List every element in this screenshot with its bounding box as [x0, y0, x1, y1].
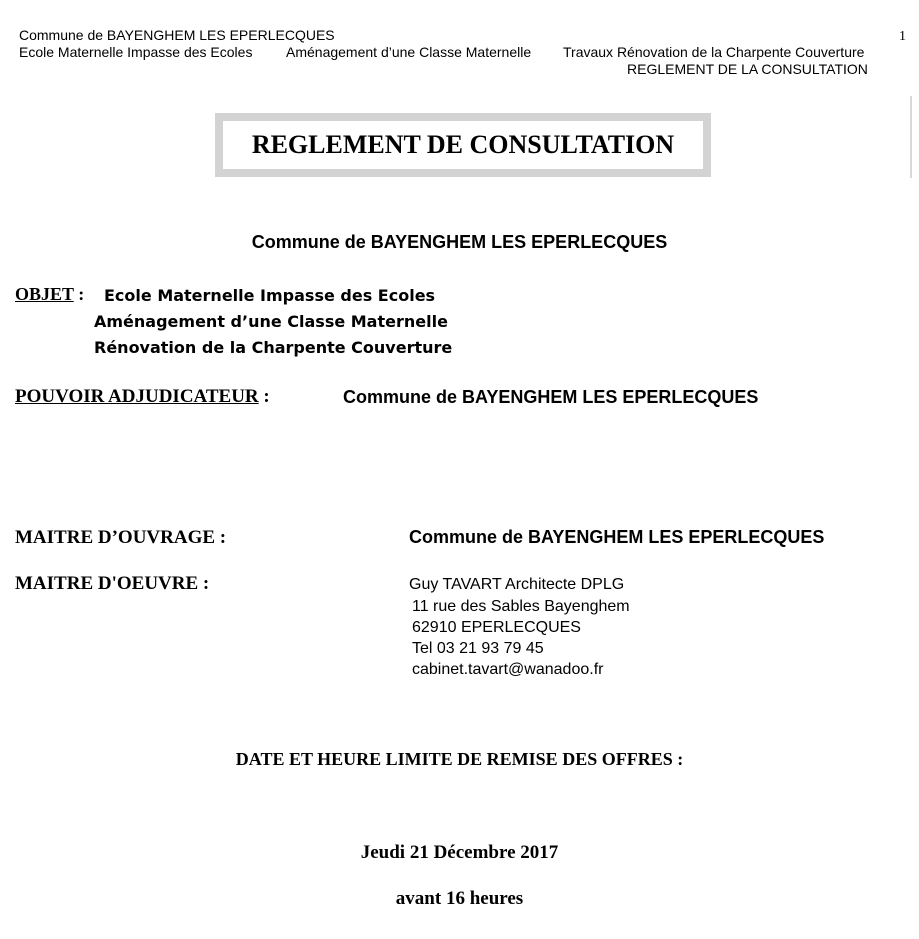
maitre-ouvrage-label: MAITRE D’OUVRAGE : [15, 527, 227, 548]
page-number: 1 [899, 29, 906, 44]
deadline-heading: DATE ET HEURE LIMITE DE REMISE DES OFFRES : [235, 749, 684, 769]
pouvoir-separator: : [263, 386, 270, 407]
header-document-type: REGLEMENT DE LA CONSULTATION [627, 61, 868, 77]
pouvoir-value: Commune de BAYENGHEM LES EPERLECQUES [343, 387, 759, 407]
header-works: Travaux Rénovation de la Charpente Couverture [563, 44, 865, 60]
architect-street: 11 rue des Sables Bayenghem [412, 598, 630, 615]
header-commune: Commune de BAYENGHEM LES EPERLECQUES [19, 27, 335, 43]
edge-divider [910, 96, 912, 178]
header-project: Aménagement d’une Classe Maternelle [286, 44, 532, 60]
deadline-time: avant 16 heures [395, 888, 524, 909]
title-frame [215, 113, 711, 177]
architect-email: cabinet.tavart@wanadoo.fr [412, 661, 604, 678]
objet-separator: : [78, 284, 85, 304]
maitre-ouvrage-value: Commune de BAYENGHEM LES EPERLECQUES [409, 527, 825, 547]
architect-city: 62910 EPERLECQUES [412, 619, 581, 636]
objet-line-1: Ecole Maternelle Impasse des Ecoles [104, 286, 436, 305]
objet-line-2: Aménagement d’une Classe Maternelle [94, 312, 448, 331]
maitre-oeuvre-label: MAITRE D'OEUVRE : [15, 573, 210, 594]
objet-label-group [15, 284, 84, 305]
architect-name: Guy TAVART Architecte DPLG [409, 576, 625, 593]
header-school: Ecole Maternelle Impasse des Ecoles [19, 44, 253, 60]
pouvoir-label-group [15, 386, 270, 408]
commune-title: Commune de BAYENGHEM LES EPERLECQUES [251, 232, 668, 252]
objet-label: OBJET [15, 284, 74, 304]
objet-line-3: Rénovation de la Charpente Couverture [94, 338, 453, 357]
document-title: REGLEMENT DE CONSULTATION [223, 121, 703, 169]
pouvoir-label: POUVOIR ADJUDICATEUR [15, 386, 259, 407]
architect-phone: Tel 03 21 93 79 45 [412, 640, 544, 657]
deadline-date: Jeudi 21 Décembre 2017 [360, 842, 559, 863]
